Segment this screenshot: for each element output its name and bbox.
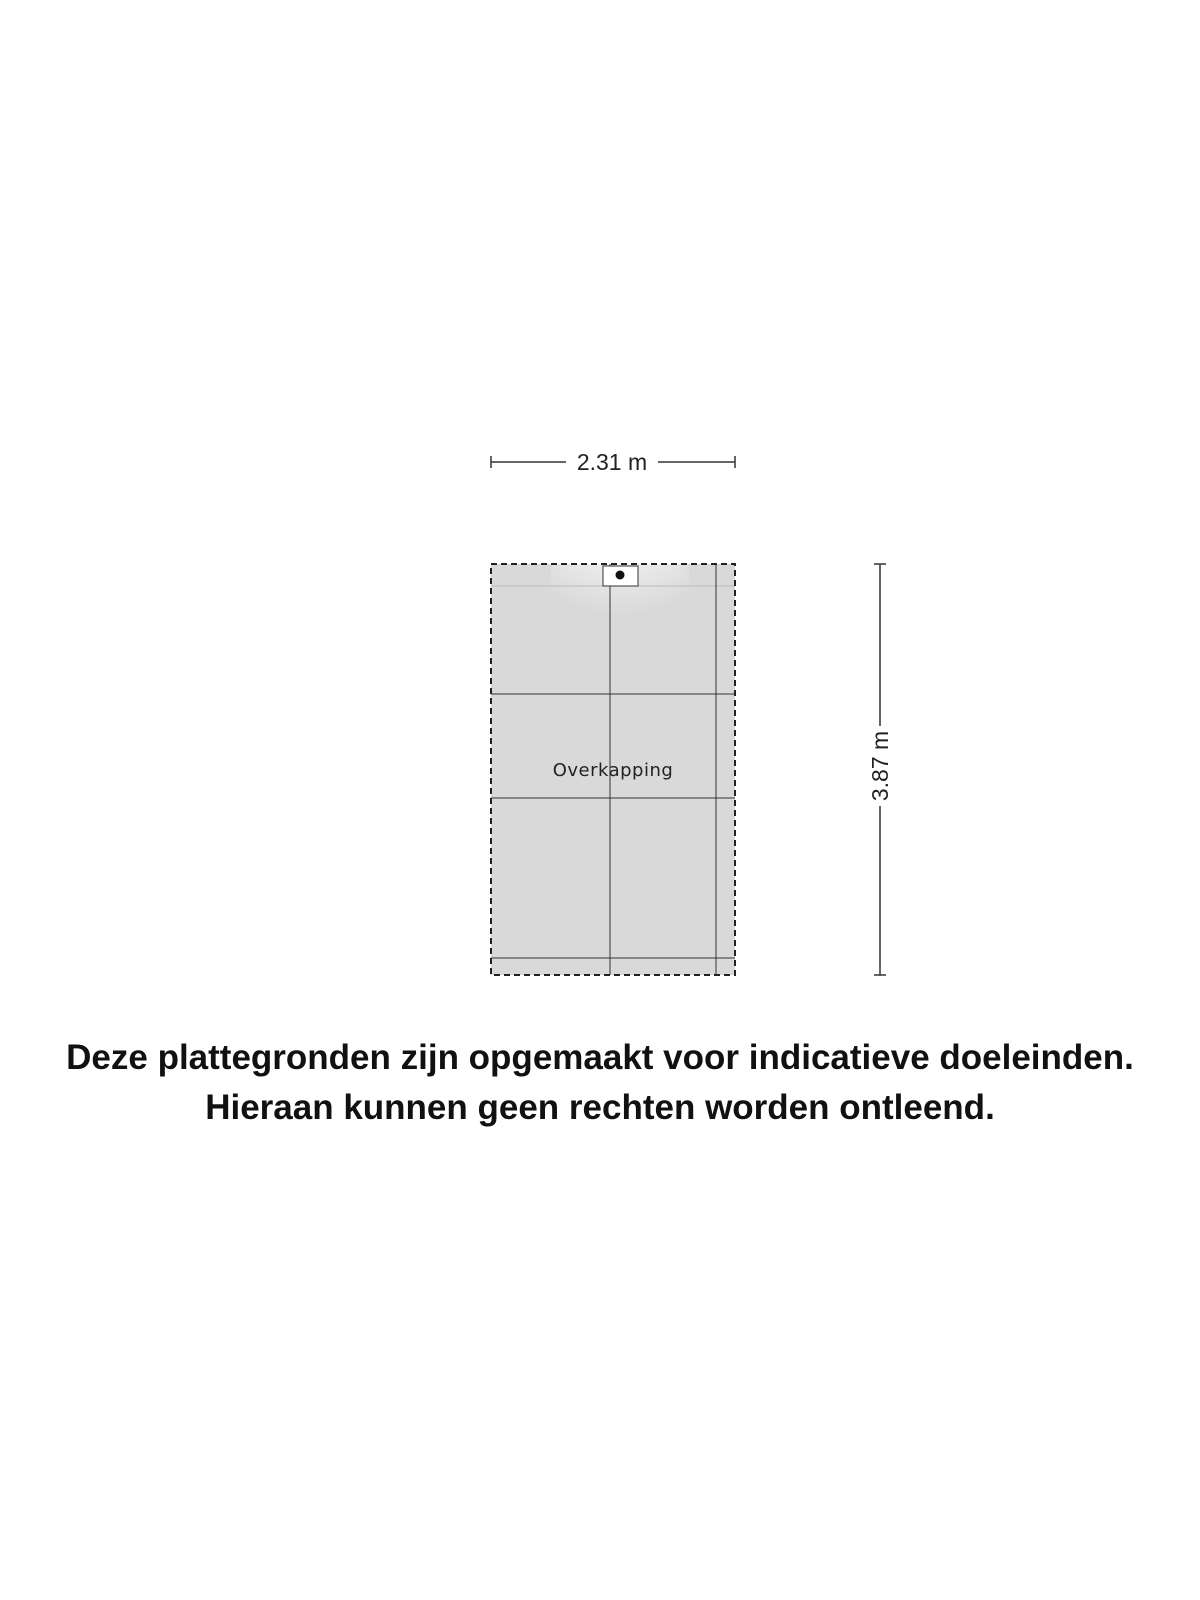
height-dimension-label: 3.87 m (867, 730, 893, 802)
width-dimension (491, 449, 735, 475)
disclaimer-line-2: Hieraan kunnen geen rechten worden ontleend. (205, 1088, 995, 1127)
room-overkapping (491, 520, 735, 975)
height-dimension (867, 564, 893, 975)
ceiling-light-icon (603, 566, 638, 586)
width-dimension-label: 2.31 m (576, 449, 648, 475)
disclaimer-line-1: Deze plattegronden zijn opgemaakt voor indicatieve doeleinden. (66, 1038, 1134, 1077)
room-label: Overkapping (552, 760, 674, 781)
